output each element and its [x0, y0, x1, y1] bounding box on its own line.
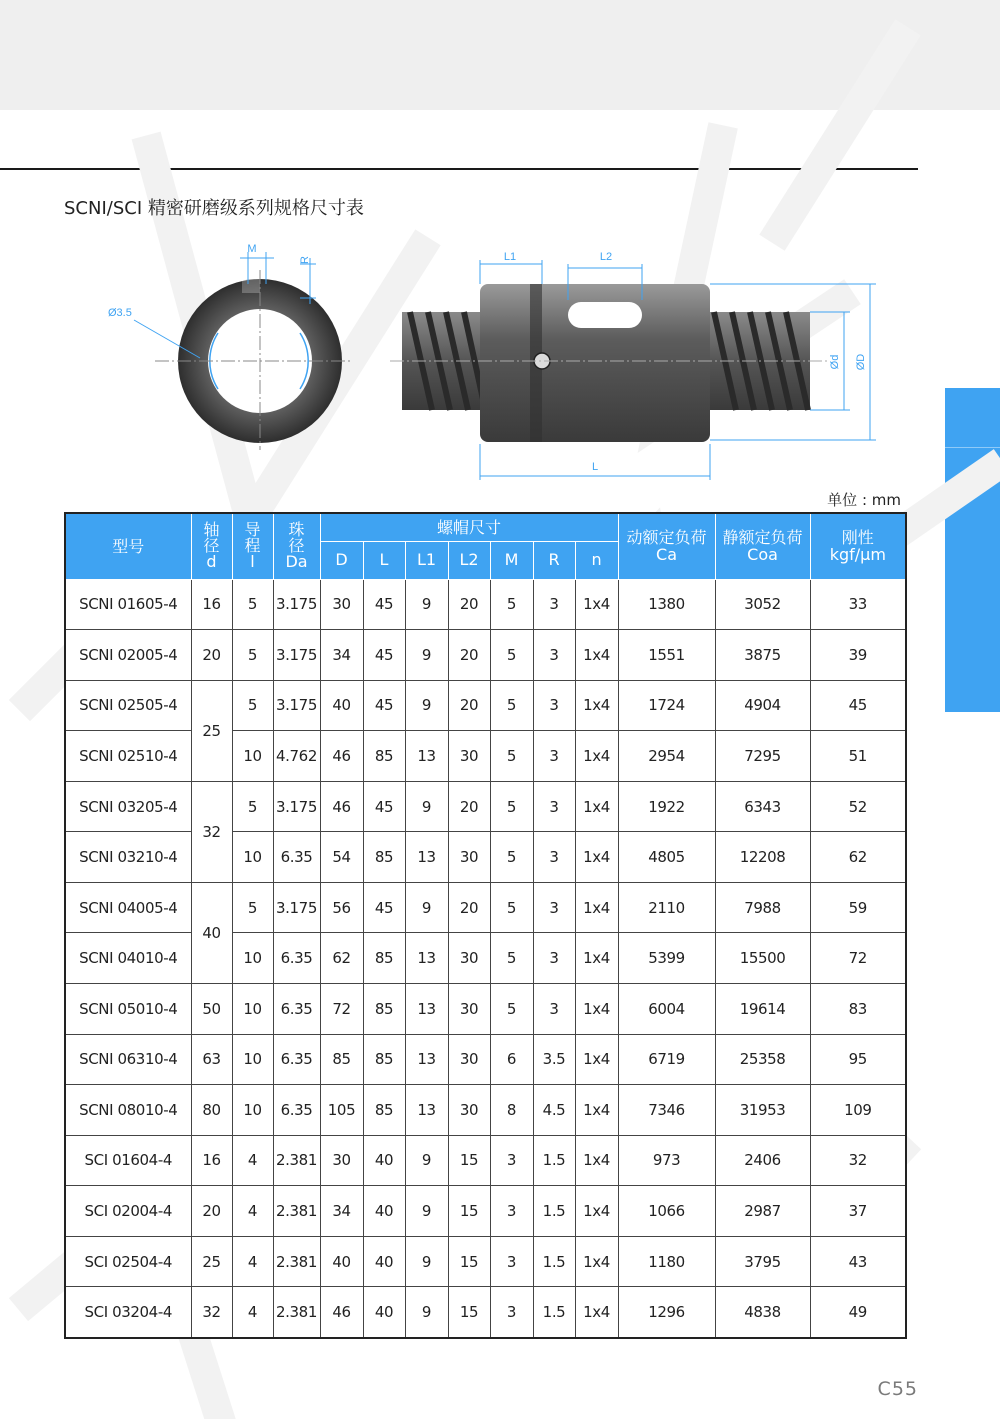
cell-model: SCNI 04005-4 [65, 882, 191, 933]
cell-r: 1.5 [533, 1135, 575, 1186]
cell-l: 10 [232, 1034, 273, 1085]
cell-n: 1x4 [575, 579, 618, 630]
cell-m: 3 [490, 1236, 533, 1287]
table-row [65, 1135, 906, 1186]
cell-l: 85 [363, 1034, 405, 1085]
cell-l: 45 [363, 579, 405, 630]
header-band [0, 0, 1000, 110]
cell-da: 3.175 [273, 579, 320, 630]
cell-da: 6.35 [273, 1034, 320, 1085]
cell-l1: 9 [405, 1287, 448, 1338]
cell-l: 5 [232, 882, 273, 933]
cell-d: 46 [320, 731, 363, 782]
cell-da: 2.381 [273, 1186, 320, 1237]
label-m: M [247, 243, 257, 255]
cell-l: 40 [363, 1135, 405, 1186]
cell-coa: 2987 [715, 1186, 810, 1237]
cell-da: 3.175 [273, 680, 320, 731]
cell-d: 30 [320, 1135, 363, 1186]
cell-ca: 5399 [618, 933, 715, 984]
cell-d: 63 [191, 1034, 232, 1085]
cell-ca: 4805 [618, 832, 715, 883]
cell-r: 1.5 [533, 1236, 575, 1287]
cell-da: 4.762 [273, 731, 320, 782]
header-shaft: 轴 径 d [191, 513, 232, 579]
header-static: 静额定负荷 Coa [715, 513, 810, 579]
cell-k: 43 [810, 1236, 906, 1287]
cell-l2: 15 [448, 1135, 490, 1186]
cell-model: SCNI 01605-4 [65, 579, 191, 630]
cell-d: 16 [191, 579, 232, 630]
cell-l1: 13 [405, 832, 448, 883]
cell-model: SCNI 03210-4 [65, 832, 191, 883]
cell-l2: 20 [448, 630, 490, 681]
cell-model: SCI 02504-4 [65, 1236, 191, 1287]
cell-l2: 20 [448, 680, 490, 731]
header-nut-m: M [490, 541, 533, 579]
cell-model: SCNI 02510-4 [65, 731, 191, 782]
cell-da: 2.381 [273, 1135, 320, 1186]
header-nut-r: R [533, 541, 575, 579]
cell-d: 20 [191, 630, 232, 681]
cell-l2: 20 [448, 781, 490, 832]
cell-model: SCNI 06310-4 [65, 1034, 191, 1085]
cell-l2: 30 [448, 933, 490, 984]
cell-l: 45 [363, 882, 405, 933]
cell-coa: 7295 [715, 731, 810, 782]
cell-coa: 4838 [715, 1287, 810, 1338]
cell-ca: 1380 [618, 579, 715, 630]
cell-k: 72 [810, 933, 906, 984]
cell-coa: 4904 [715, 680, 810, 731]
table-row [65, 984, 906, 1035]
cell-d: 54 [320, 832, 363, 883]
cell-k: 37 [810, 1186, 906, 1237]
cell-k: 45 [810, 680, 906, 731]
cell-m: 5 [490, 630, 533, 681]
label-l: L [591, 461, 599, 473]
ball-nut-drawing [90, 238, 910, 488]
cell-da: 2.381 [273, 1236, 320, 1287]
table-row [65, 1236, 906, 1287]
cell-model: SCI 03204-4 [65, 1287, 191, 1338]
cell-n: 1x4 [575, 933, 618, 984]
cell-n: 1x4 [575, 630, 618, 681]
header-rule [0, 168, 918, 170]
label-od: Ød [829, 354, 841, 370]
cell-d: 32 [191, 1287, 232, 1338]
cell-n: 1x4 [575, 882, 618, 933]
cell-coa: 31953 [715, 1085, 810, 1136]
cell-l: 85 [363, 832, 405, 883]
cell-model: SCNI 02005-4 [65, 630, 191, 681]
cell-l2: 30 [448, 984, 490, 1035]
cell-ca: 2954 [618, 731, 715, 782]
table-row [65, 680, 906, 731]
cell-l1: 13 [405, 1085, 448, 1136]
cell-r: 3 [533, 781, 575, 832]
cell-n: 1x4 [575, 1287, 618, 1338]
cell-k: 32 [810, 1135, 906, 1186]
cell-r: 3 [533, 680, 575, 731]
cell-k: 62 [810, 832, 906, 883]
cell-d: 40 [191, 882, 232, 983]
label-l1: L1 [503, 251, 517, 263]
cell-l: 85 [363, 984, 405, 1035]
page-title: SCNI/SCI 精密研磨级系列规格尺寸表 [64, 198, 364, 219]
table-row [65, 1085, 906, 1136]
cell-l2: 15 [448, 1287, 490, 1338]
cell-d: 46 [320, 1287, 363, 1338]
cell-l2: 30 [448, 731, 490, 782]
header-lead: 导 程 l [232, 513, 273, 579]
table-row [65, 1186, 906, 1237]
cell-k: 33 [810, 579, 906, 630]
cell-ca: 973 [618, 1135, 715, 1186]
spec-table-body [65, 579, 906, 1338]
cell-m: 5 [490, 680, 533, 731]
cell-l1: 9 [405, 630, 448, 681]
table-row [65, 882, 906, 933]
table-row [65, 630, 906, 681]
cell-l1: 13 [405, 984, 448, 1035]
spec-table [64, 512, 907, 1339]
cell-l: 45 [363, 630, 405, 681]
cell-l1: 13 [405, 731, 448, 782]
cell-d: 34 [320, 1186, 363, 1237]
cell-l2: 15 [448, 1186, 490, 1237]
cell-d: 50 [191, 984, 232, 1035]
cell-d: 20 [191, 1186, 232, 1237]
cell-d: 34 [320, 630, 363, 681]
cell-d: 16 [191, 1135, 232, 1186]
cell-r: 4.5 [533, 1085, 575, 1136]
cell-coa: 7988 [715, 882, 810, 933]
cell-da: 6.35 [273, 933, 320, 984]
cell-d: 30 [320, 579, 363, 630]
cell-k: 59 [810, 882, 906, 933]
cell-l2: 15 [448, 1236, 490, 1287]
cell-r: 3 [533, 630, 575, 681]
cell-da: 2.381 [273, 1287, 320, 1338]
cell-m: 5 [490, 731, 533, 782]
cell-r: 3 [533, 882, 575, 933]
chapter-side-tab[interactable] [945, 388, 1000, 712]
cell-m: 5 [490, 781, 533, 832]
table-row [65, 1287, 906, 1338]
cell-l2: 30 [448, 1034, 490, 1085]
cell-d: 40 [320, 1236, 363, 1287]
cell-k: 49 [810, 1287, 906, 1338]
cell-d: 62 [320, 933, 363, 984]
cell-ca: 7346 [618, 1085, 715, 1136]
cell-n: 1x4 [575, 832, 618, 883]
cell-l2: 30 [448, 832, 490, 883]
cell-l: 5 [232, 579, 273, 630]
cell-l: 45 [363, 781, 405, 832]
header-nut-l: L [363, 541, 405, 579]
cell-m: 3 [490, 1135, 533, 1186]
cell-da: 6.35 [273, 832, 320, 883]
cell-l: 85 [363, 1085, 405, 1136]
cell-k: 39 [810, 630, 906, 681]
cell-d: 25 [191, 680, 232, 781]
header-model: 型号 [65, 513, 191, 579]
cell-n: 1x4 [575, 1236, 618, 1287]
cell-da: 3.175 [273, 781, 320, 832]
cell-l: 10 [232, 832, 273, 883]
cell-d: 80 [191, 1085, 232, 1136]
cell-da: 3.175 [273, 630, 320, 681]
cell-k: 95 [810, 1034, 906, 1085]
cell-coa: 3875 [715, 630, 810, 681]
cell-r: 3 [533, 731, 575, 782]
cell-l2: 30 [448, 1085, 490, 1136]
cell-r: 1.5 [533, 1287, 575, 1338]
table-row [65, 781, 906, 832]
cell-l: 85 [363, 731, 405, 782]
header-dynamic: 动额定负荷 Ca [618, 513, 715, 579]
cell-model: SCNI 03205-4 [65, 781, 191, 832]
cell-d: 25 [191, 1236, 232, 1287]
label-hole: Ø3.5 [108, 307, 132, 319]
cell-l: 45 [363, 680, 405, 731]
cell-n: 1x4 [575, 781, 618, 832]
cell-l1: 9 [405, 1236, 448, 1287]
cell-ca: 1724 [618, 680, 715, 731]
cell-l: 4 [232, 1287, 273, 1338]
cell-l: 4 [232, 1236, 273, 1287]
cell-ca: 1296 [618, 1287, 715, 1338]
header-nut: 螺帽尺寸 [320, 513, 618, 541]
header-nut-l1: L1 [405, 541, 448, 579]
cell-da: 6.35 [273, 984, 320, 1035]
cell-n: 1x4 [575, 1085, 618, 1136]
cell-m: 5 [490, 579, 533, 630]
table-row [65, 1034, 906, 1085]
cell-l: 5 [232, 630, 273, 681]
cell-l: 10 [232, 984, 273, 1035]
header-ball: 珠 径 Da [273, 513, 320, 579]
cell-ca: 2110 [618, 882, 715, 933]
cell-l1: 9 [405, 1186, 448, 1237]
cell-model: SCNI 02505-4 [65, 680, 191, 731]
label-r: R [299, 256, 311, 264]
cell-d: 105 [320, 1085, 363, 1136]
cell-r: 3.5 [533, 1034, 575, 1085]
cell-k: 83 [810, 984, 906, 1035]
cell-m: 6 [490, 1034, 533, 1085]
cell-d: 72 [320, 984, 363, 1035]
cell-k: 109 [810, 1085, 906, 1136]
cell-l: 85 [363, 933, 405, 984]
cell-n: 1x4 [575, 984, 618, 1035]
label-oD: ØD [855, 353, 867, 371]
header-nut-d: D [320, 541, 363, 579]
cell-l1: 9 [405, 781, 448, 832]
cell-ca: 1066 [618, 1186, 715, 1237]
cell-m: 5 [490, 832, 533, 883]
cell-l1: 9 [405, 1135, 448, 1186]
cell-n: 1x4 [575, 1186, 618, 1237]
cell-coa: 19614 [715, 984, 810, 1035]
cell-d: 46 [320, 781, 363, 832]
unit-label: 单位 : mm [827, 491, 901, 509]
cell-ca: 1551 [618, 630, 715, 681]
cell-d: 56 [320, 882, 363, 933]
cell-ca: 1180 [618, 1236, 715, 1287]
header-rigidity: 刚性 kgf/μm [810, 513, 906, 579]
table-row [65, 579, 906, 630]
header-nut-n: n [575, 541, 618, 579]
cell-m: 3 [490, 1186, 533, 1237]
page-number: C55 [877, 1378, 918, 1400]
cell-l1: 13 [405, 933, 448, 984]
cell-l: 40 [363, 1287, 405, 1338]
label-l2: L2 [599, 251, 613, 263]
end-view [108, 243, 352, 450]
cell-l: 40 [363, 1186, 405, 1237]
cell-m: 8 [490, 1085, 533, 1136]
cell-n: 1x4 [575, 680, 618, 731]
cell-coa: 12208 [715, 832, 810, 883]
cell-n: 1x4 [575, 1034, 618, 1085]
cell-coa: 3052 [715, 579, 810, 630]
cell-l2: 20 [448, 882, 490, 933]
cell-l: 4 [232, 1186, 273, 1237]
cell-n: 1x4 [575, 1135, 618, 1186]
header-nut-l2: L2 [448, 541, 490, 579]
cell-l1: 9 [405, 579, 448, 630]
cell-m: 5 [490, 984, 533, 1035]
cell-model: SCI 01604-4 [65, 1135, 191, 1186]
cell-k: 52 [810, 781, 906, 832]
cell-r: 3 [533, 984, 575, 1035]
cell-ca: 6719 [618, 1034, 715, 1085]
cell-m: 5 [490, 933, 533, 984]
cell-ca: 6004 [618, 984, 715, 1035]
cell-d: 40 [320, 680, 363, 731]
cell-r: 1.5 [533, 1186, 575, 1237]
cell-l1: 9 [405, 680, 448, 731]
cell-k: 51 [810, 731, 906, 782]
cell-coa: 2406 [715, 1135, 810, 1186]
cell-l: 5 [232, 680, 273, 731]
cell-m: 5 [490, 882, 533, 933]
cell-l: 5 [232, 781, 273, 832]
cell-l: 40 [363, 1236, 405, 1287]
cell-coa: 25358 [715, 1034, 810, 1085]
cell-l1: 9 [405, 882, 448, 933]
side-view [390, 251, 876, 480]
cell-da: 6.35 [273, 1085, 320, 1136]
cell-d: 32 [191, 781, 232, 882]
cell-r: 3 [533, 832, 575, 883]
cell-m: 3 [490, 1287, 533, 1338]
cell-l1: 13 [405, 1034, 448, 1085]
cell-d: 85 [320, 1034, 363, 1085]
side-tab-divider [945, 447, 1000, 448]
cell-l: 10 [232, 933, 273, 984]
cell-model: SCNI 04010-4 [65, 933, 191, 984]
cell-coa: 3795 [715, 1236, 810, 1287]
cell-model: SCNI 08010-4 [65, 1085, 191, 1136]
cell-l: 4 [232, 1135, 273, 1186]
cell-ca: 1922 [618, 781, 715, 832]
cell-coa: 15500 [715, 933, 810, 984]
cell-coa: 6343 [715, 781, 810, 832]
cell-l: 10 [232, 1085, 273, 1136]
cell-r: 3 [533, 933, 575, 984]
cell-r: 3 [533, 579, 575, 630]
cell-model: SCNI 05010-4 [65, 984, 191, 1035]
cell-model: SCI 02004-4 [65, 1186, 191, 1237]
cell-da: 3.175 [273, 882, 320, 933]
cell-l: 10 [232, 731, 273, 782]
cell-n: 1x4 [575, 731, 618, 782]
cell-l2: 20 [448, 579, 490, 630]
